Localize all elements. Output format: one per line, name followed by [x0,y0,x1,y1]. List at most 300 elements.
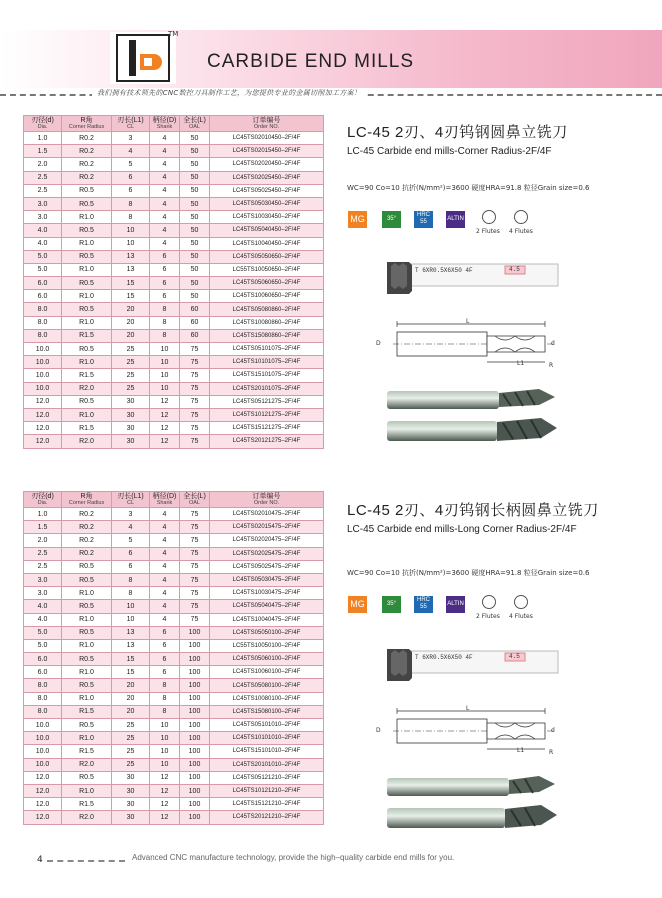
cell-order-no: LC45TS02010475–2F/4F [210,508,324,521]
cell-radius: R1.0 [62,732,112,745]
col-cl: 刃长(L1) CL [112,116,150,132]
cell-order-no: LC45TS10101010–2F/4F [210,732,324,745]
cell-radius: R2.0 [62,811,112,824]
col-order: 订单编号 Order NO. [210,492,324,508]
table-row [24,745,324,758]
table-row [24,408,324,421]
table-row [24,798,324,811]
cell-oal: 75 [180,395,210,408]
table-row [24,435,324,448]
cell-cl: 3 [112,132,150,145]
spec-table-long-corner-radius [23,491,324,825]
four-flutes-label: 4 Flutes [509,228,533,235]
cell-dia: 10.0 [24,745,62,758]
section1-title: LC-45 2刃、4刃钨钢圆鼻立铣刀 [347,124,568,141]
cell-order-no: LC55TS10050650–2F/4F [210,263,324,276]
cell-dia: 2.5 [24,184,62,197]
cell-shank: 4 [150,197,180,210]
cell-order-no: LC45TS05121210–2F/4F [210,771,324,784]
cell-oal: 75 [180,435,210,448]
cell-dia: 10.0 [24,719,62,732]
cell-shank: 12 [150,395,180,408]
cell-radius: R1.0 [62,692,112,705]
cell-cl: 10 [112,237,150,250]
cell-oal: 75 [180,356,210,369]
table-row [24,132,324,145]
cell-radius: R1.0 [62,639,112,652]
cell-oal: 50 [180,277,210,290]
cell-cl: 20 [112,692,150,705]
table-row [24,145,324,158]
cell-oal: 75 [180,422,210,435]
cell-cl: 5 [112,158,150,171]
table-row [24,316,324,329]
cell-order-no: LC45TS05101010–2F/4F [210,719,324,732]
cell-oal: 100 [180,758,210,771]
cell-cl: 8 [112,211,150,224]
cell-shank: 4 [150,171,180,184]
cell-radius: R1.0 [62,613,112,626]
cell-cl: 30 [112,771,150,784]
cell-cl: 6 [112,547,150,560]
two-flutes-icon [482,595,496,609]
cell-oal: 75 [180,369,210,382]
cell-dia: 12.0 [24,784,62,797]
cell-shank: 4 [150,237,180,250]
cell-radius: R0.5 [62,343,112,356]
four-flutes-icon [514,595,528,609]
brand-logo [116,34,170,82]
col-oal: 全长(L) OAL [180,116,210,132]
tool-label: T 6XR0.5X6X50 4F [415,654,473,661]
section2-info [347,499,647,535]
cell-radius: R0.5 [62,184,112,197]
cell-order-no: LC45TS20101075–2F/4F [210,382,324,395]
cell-cl: 8 [112,573,150,586]
cell-oal: 100 [180,811,210,824]
mg-icon: MG [348,211,367,228]
cell-shank: 4 [150,132,180,145]
cell-order-no: LC45TS05050100–2F/4F [210,626,324,639]
cell-cl: 4 [112,145,150,158]
cell-order-no: LC45TS10040450–2F/4F [210,237,324,250]
cell-dia: 3.0 [24,587,62,600]
cell-shank: 4 [150,184,180,197]
footer-divider [47,860,125,862]
col-radius: R角 Corner Radius [62,492,112,508]
table-row [24,705,324,718]
dim-L-label: L [466,318,470,325]
trademark: TM [168,30,179,38]
two-flutes-label: 2 Flutes [476,613,500,620]
cell-cl: 25 [112,732,150,745]
cell-oal: 75 [180,508,210,521]
table-row [24,719,324,732]
cell-dia: 6.0 [24,653,62,666]
four-flutes-label: 4 Flutes [509,613,533,620]
table-row [24,277,324,290]
cell-dia: 10.0 [24,356,62,369]
cell-radius: R2.0 [62,435,112,448]
cell-radius: R0.5 [62,303,112,316]
cell-order-no: LC45TS10080100–2F/4F [210,692,324,705]
cell-shank: 12 [150,422,180,435]
cell-shank: 10 [150,758,180,771]
cell-shank: 4 [150,521,180,534]
cell-shank: 4 [150,508,180,521]
cell-order-no: LC45TS10040475–2F/4F [210,613,324,626]
cell-dia: 4.0 [24,224,62,237]
cell-shank: 8 [150,316,180,329]
cell-order-no: LC45TS02025475–2F/4F [210,547,324,560]
cell-order-no: LC45TS05060100–2F/4F [210,653,324,666]
cell-dia: 8.0 [24,679,62,692]
table-row [24,369,324,382]
cell-shank: 4 [150,587,180,600]
cell-cl: 30 [112,395,150,408]
four-flutes-icon [514,210,528,224]
cell-dia: 2.5 [24,560,62,573]
cell-oal: 100 [180,745,210,758]
cell-radius: R0.5 [62,600,112,613]
cell-oal: 50 [180,145,210,158]
cell-radius: R1.0 [62,211,112,224]
cell-oal: 75 [180,587,210,600]
table-row [24,613,324,626]
cell-shank: 4 [150,158,180,171]
cell-cl: 10 [112,600,150,613]
cell-shank: 6 [150,666,180,679]
cell-shank: 10 [150,356,180,369]
cell-dia: 12.0 [24,771,62,784]
table-row [24,211,324,224]
dim-d-label: d [551,340,555,347]
cell-dia: 8.0 [24,329,62,342]
section1-info [347,121,647,157]
two-flutes-label: 2 Flutes [476,228,500,235]
cell-cl: 13 [112,639,150,652]
cell-radius: R1.5 [62,422,112,435]
helix-35-icon: 35° [382,211,401,228]
cell-dia: 1.5 [24,145,62,158]
cell-oal: 50 [180,184,210,197]
cell-shank: 8 [150,705,180,718]
slogan: 我们拥有技术领先的CNC数控刀具制作工艺，为您提供专业的金属切削加工方案！ [92,88,366,98]
cell-dia: 10.0 [24,758,62,771]
col-cl: 刃长(L1) CL [112,492,150,508]
cell-dia: 4.0 [24,613,62,626]
cell-oal: 100 [180,626,210,639]
tool-in-tube-photo [385,643,560,688]
cell-radius: R0.5 [62,626,112,639]
cell-shank: 10 [150,732,180,745]
cell-shank: 4 [150,534,180,547]
cell-cl: 6 [112,560,150,573]
section2-title: LC-45 2刃、4刃钨钢长柄圆鼻立铣刀 [347,502,599,519]
cell-cl: 13 [112,250,150,263]
cell-dia: 2.0 [24,534,62,547]
cell-cl: 10 [112,613,150,626]
dim-D-label: D [376,340,381,347]
section2-subtitle: LC-45 Carbide end mills-Long Corner Radius-2F/4F [347,524,577,535]
cell-shank: 4 [150,145,180,158]
cell-radius: R0.2 [62,521,112,534]
table-row [24,521,324,534]
cell-dia: 8.0 [24,316,62,329]
cell-oal: 60 [180,316,210,329]
cell-cl: 20 [112,303,150,316]
cell-dia: 12.0 [24,422,62,435]
cell-shank: 12 [150,811,180,824]
cell-shank: 10 [150,719,180,732]
cell-cl: 13 [112,263,150,276]
table-row [24,547,324,560]
cell-dia: 2.0 [24,158,62,171]
cell-oal: 75 [180,547,210,560]
helix-35-icon: 35° [382,596,401,613]
table-row [24,573,324,586]
table-row [24,534,324,547]
cell-order-no: LC45TS10030450–2F/4F [210,211,324,224]
cell-shank: 10 [150,343,180,356]
cell-radius: R1.0 [62,587,112,600]
cell-oal: 75 [180,613,210,626]
dim-L1-label: L1 [517,360,525,367]
mg-icon: MG [348,596,367,613]
cell-order-no: LC45TS05101075–2F/4F [210,343,324,356]
section1-subtitle: LC-45 Carbide end mills-Corner Radius-2F/4F [347,146,552,157]
cell-order-no: LC45TS05025450–2F/4F [210,184,324,197]
cell-dia: 12.0 [24,811,62,824]
cell-radius: R1.5 [62,745,112,758]
cell-cl: 13 [112,626,150,639]
cell-oal: 100 [180,732,210,745]
cell-order-no: LC45TS05080860–2F/4F [210,303,324,316]
cell-cl: 30 [112,435,150,448]
cell-radius: R0.5 [62,573,112,586]
cell-radius: R0.2 [62,508,112,521]
hrc55-icon: HRC 55 [414,211,433,228]
dim-L-label: L [466,705,470,712]
cell-dia: 8.0 [24,692,62,705]
cell-order-no: LC45TS10060100–2F/4F [210,666,324,679]
cell-dia: 5.0 [24,250,62,263]
table-row [24,784,324,797]
cell-cl: 4 [112,521,150,534]
cell-shank: 4 [150,560,180,573]
cell-order-no: LC45TS10030475–2F/4F [210,587,324,600]
cell-order-no: LC45TS02020450–2F/4F [210,158,324,171]
cell-oal: 50 [180,237,210,250]
table-row [24,692,324,705]
cell-order-no: LC45TS15080860–2F/4F [210,329,324,342]
cell-order-no: LC45TS05080100–2F/4F [210,679,324,692]
cell-shank: 12 [150,784,180,797]
table-row [24,587,324,600]
dimension-diagram [385,318,565,373]
table-row [24,758,324,771]
cell-radius: R0.2 [62,547,112,560]
cell-cl: 5 [112,534,150,547]
cell-cl: 25 [112,382,150,395]
dim-d-label: d [551,727,555,734]
cell-radius: R0.2 [62,534,112,547]
table-row [24,560,324,573]
cell-radius: R0.5 [62,653,112,666]
cell-dia: 12.0 [24,408,62,421]
cell-dia: 4.0 [24,237,62,250]
cell-oal: 100 [180,705,210,718]
cell-shank: 6 [150,263,180,276]
cell-radius: R0.5 [62,250,112,263]
cell-radius: R0.2 [62,158,112,171]
cell-shank: 6 [150,639,180,652]
cell-shank: 8 [150,329,180,342]
cell-order-no: LC45TS05040475–2F/4F [210,600,324,613]
table-row [24,666,324,679]
cell-oal: 75 [180,343,210,356]
cell-oal: 75 [180,408,210,421]
cell-shank: 6 [150,290,180,303]
cell-order-no: LC55TS10050100–2F/4F [210,639,324,652]
cell-order-no: LC45TS10121275–2F/4F [210,408,324,421]
cell-order-no: LC45TS02020475–2F/4F [210,534,324,547]
cell-cl: 25 [112,343,150,356]
dimension-diagram [385,705,565,760]
cell-cl: 25 [112,369,150,382]
cell-cl: 25 [112,758,150,771]
table-row [24,250,324,263]
cell-dia: 10.0 [24,369,62,382]
cell-cl: 20 [112,679,150,692]
cell-oal: 100 [180,692,210,705]
tool-in-tube-photo [385,256,560,301]
cell-order-no: LC45TS10060650–2F/4F [210,290,324,303]
cell-radius: R1.5 [62,798,112,811]
cell-shank: 8 [150,679,180,692]
cell-dia: 8.0 [24,303,62,316]
table-row [24,237,324,250]
cell-order-no: LC45TS20101010–2F/4F [210,758,324,771]
cell-oal: 50 [180,171,210,184]
section2-params: WC=90 Co=10 抗折(N/mm²)=3600 硬度HRA=91.8 粒径Grain size=0.6 [347,569,590,577]
cell-dia: 6.0 [24,666,62,679]
cell-cl: 20 [112,329,150,342]
cell-cl: 30 [112,422,150,435]
cell-cl: 30 [112,798,150,811]
cell-order-no: LC45TS05030450–2F/4F [210,197,324,210]
cell-cl: 15 [112,666,150,679]
cell-radius: R0.2 [62,132,112,145]
tool-tag: 4.5 [509,653,520,660]
cell-radius: R1.0 [62,316,112,329]
cell-oal: 75 [180,573,210,586]
table-row [24,395,324,408]
cell-order-no: LC45TS20121210–2F/4F [210,811,324,824]
cell-order-no: LC45TS10101075–2F/4F [210,356,324,369]
cell-oal: 60 [180,329,210,342]
cell-shank: 8 [150,692,180,705]
cell-dia: 1.0 [24,508,62,521]
cell-shank: 10 [150,745,180,758]
cell-order-no: LC45TS20121275–2F/4F [210,435,324,448]
cell-radius: R0.2 [62,171,112,184]
altin-coating-icon: ALTIN [446,211,465,228]
altin-coating-icon: ALTIN [446,596,465,613]
cell-shank: 12 [150,798,180,811]
cell-shank: 4 [150,547,180,560]
cell-dia: 4.0 [24,600,62,613]
cell-order-no: LC45TS15080100–2F/4F [210,705,324,718]
cell-dia: 5.0 [24,263,62,276]
cell-dia: 1.5 [24,521,62,534]
cell-cl: 6 [112,171,150,184]
cell-radius: R1.0 [62,237,112,250]
table-row [24,290,324,303]
cell-order-no: LC45TS10121210–2F/4F [210,784,324,797]
cell-oal: 60 [180,303,210,316]
cell-dia: 12.0 [24,435,62,448]
table-row [24,626,324,639]
col-oal: 全长(L) OAL [180,492,210,508]
cell-oal: 100 [180,771,210,784]
table-row [24,508,324,521]
cell-oal: 50 [180,211,210,224]
table-header-row [24,116,324,132]
cell-radius: R1.5 [62,705,112,718]
cell-shank: 8 [150,303,180,316]
cell-dia: 10.0 [24,343,62,356]
cell-oal: 50 [180,250,210,263]
cell-radius: R0.5 [62,560,112,573]
table-row [24,224,324,237]
cell-order-no: LC45TS15101075–2F/4F [210,369,324,382]
col-dia: 刃径(d) Dia. [24,116,62,132]
end-mill-render [385,770,560,842]
cell-radius: R1.0 [62,408,112,421]
cell-cl: 25 [112,719,150,732]
cell-order-no: LC45TS10080860–2F/4F [210,316,324,329]
cell-oal: 100 [180,679,210,692]
cell-shank: 6 [150,250,180,263]
cell-cl: 30 [112,784,150,797]
cell-dia: 6.0 [24,290,62,303]
cell-cl: 25 [112,745,150,758]
col-shank: 柄径(D) Shank [150,116,180,132]
cell-radius: R0.5 [62,679,112,692]
cell-order-no: LC45TS05121275–2F/4F [210,395,324,408]
cell-dia: 10.0 [24,382,62,395]
cell-radius: R0.5 [62,719,112,732]
cell-radius: R1.0 [62,290,112,303]
section1-params: WC=90 Co=10 抗折(N/mm²)=3600 硬度HRA=91.8 粒径Grain size=0.6 [347,184,590,192]
cell-dia: 10.0 [24,732,62,745]
cell-cl: 10 [112,224,150,237]
cell-dia: 8.0 [24,705,62,718]
cell-cl: 3 [112,508,150,521]
cell-radius: R1.5 [62,329,112,342]
cell-oal: 100 [180,798,210,811]
cell-cl: 20 [112,316,150,329]
cell-radius: R0.5 [62,224,112,237]
table-row [24,158,324,171]
cell-oal: 75 [180,560,210,573]
table-row [24,679,324,692]
cell-cl: 30 [112,408,150,421]
cell-oal: 50 [180,263,210,276]
cell-dia: 3.0 [24,197,62,210]
col-radius: R角 Corner Radius [62,116,112,132]
